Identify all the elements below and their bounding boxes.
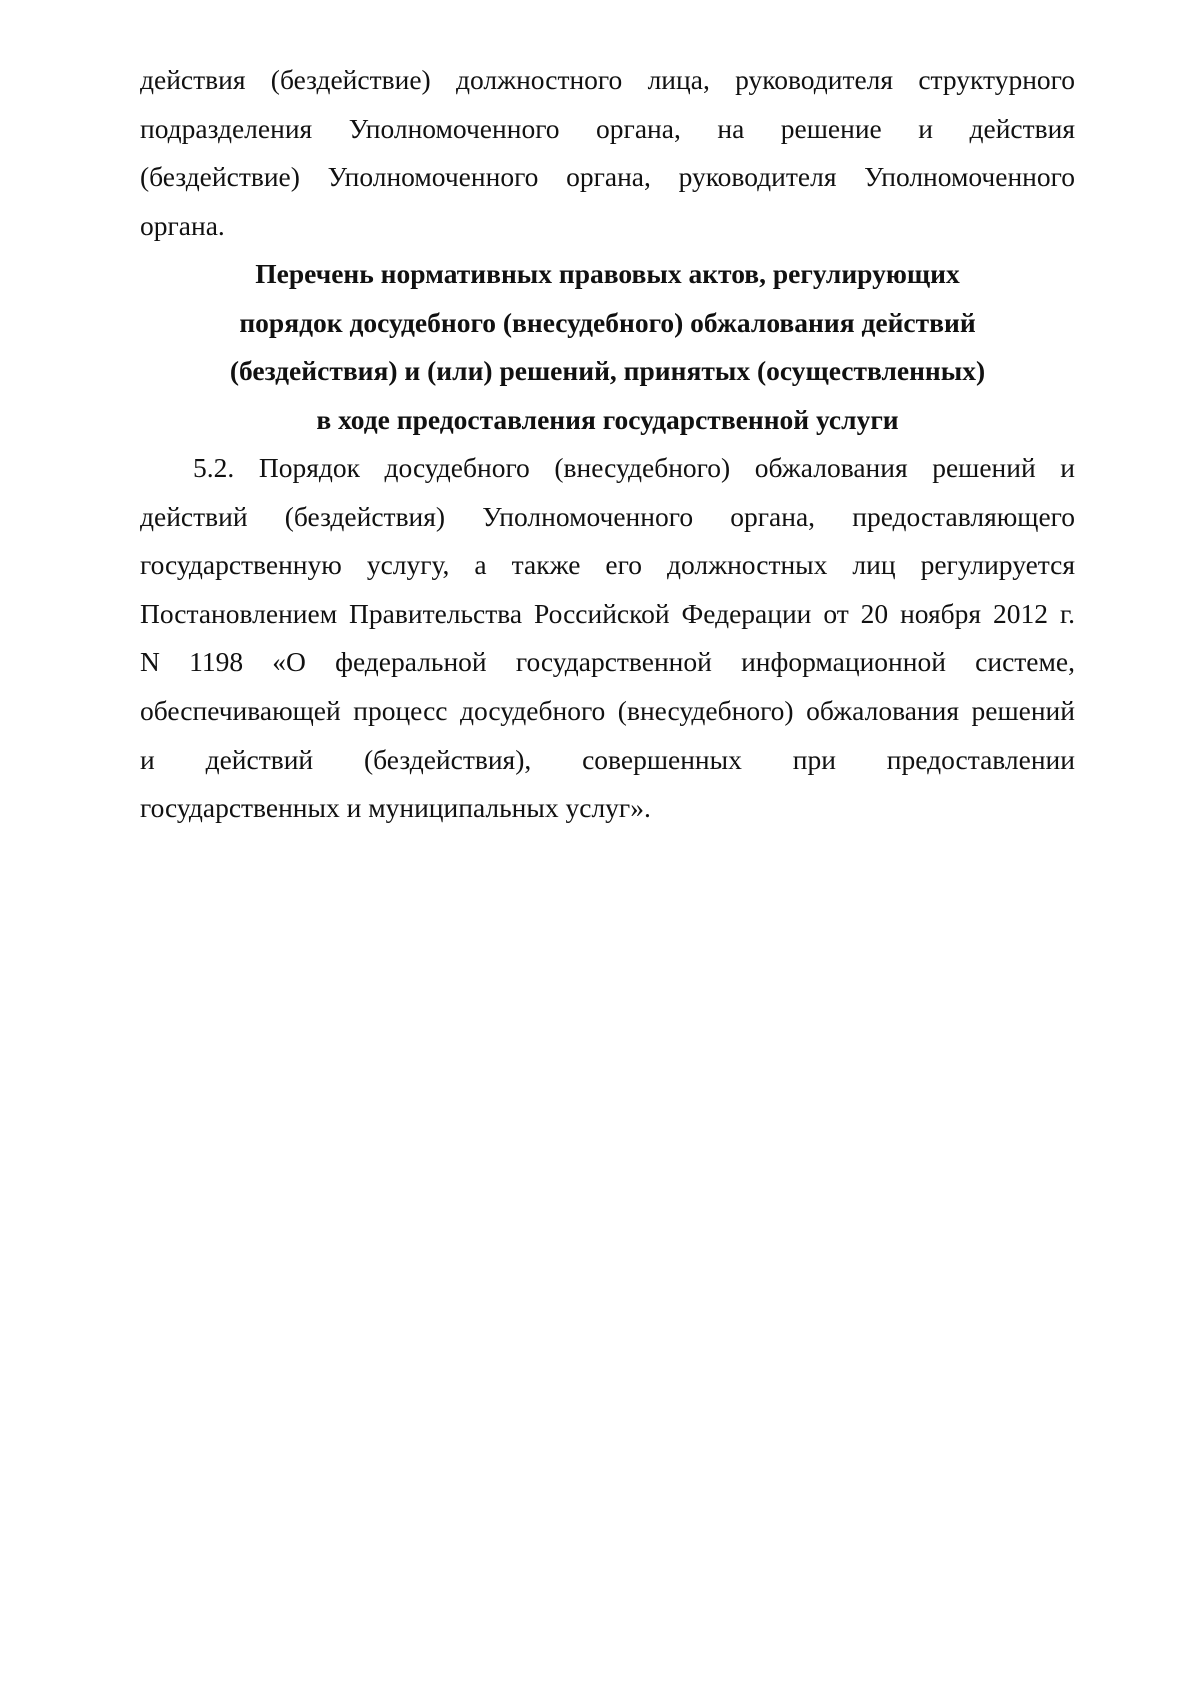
text-line: государственных и муниципальных услуг». xyxy=(140,792,651,824)
text-line: обеспечивающей процесс досудебного (внесудебного) обжалования решений xyxy=(140,694,1075,726)
heading-line: (бездействия) и (или) решений, принятых (осуществленных) xyxy=(229,355,986,387)
heading-line: в ходе предоставления государственной услуги xyxy=(316,403,899,435)
text-line: государственную услугу, а также его должностных лиц регулируется xyxy=(140,549,1075,581)
section-heading xyxy=(140,250,1075,444)
text-line: 5.2. Порядок досудебного (внесудебного) обжалования решений и xyxy=(193,452,1075,483)
heading-line: Перечень нормативных правовых актов, регулирующих xyxy=(255,258,960,289)
text-line: N 1198 «О федеральной государственной информационной системе, xyxy=(140,646,1075,678)
text-line: и действий (бездействия), совершенных при предоставлении xyxy=(140,743,1075,775)
paragraph-5-2 xyxy=(140,444,1075,833)
text-line: действий (бездействия) Уполномоченного органа, предоставляющего xyxy=(140,500,1075,532)
paragraph-appeal-scope xyxy=(140,56,1075,250)
text-line: Постановлением Правительства Российской Федерации от 20 ноября 2012 г. xyxy=(140,597,1075,629)
text-line: подразделения Уполномоченного органа, на решение и действия xyxy=(140,112,1075,144)
text-line: органа. xyxy=(140,209,225,241)
text-line: (бездействие) Уполномоченного органа, руководителя Уполномоченного xyxy=(140,161,1075,193)
text-line: действия (бездействие) должностного лица, руководителя структурного xyxy=(140,64,1075,95)
heading-line: порядок досудебного (внесудебного) обжалования действий xyxy=(239,306,976,338)
